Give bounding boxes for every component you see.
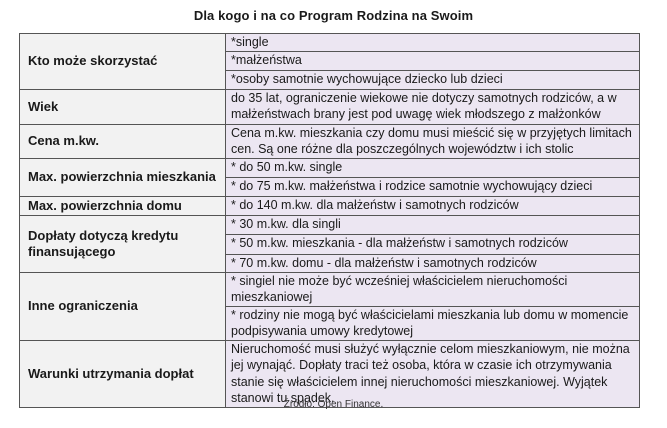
row-value: * 50 m.kw. mieszkania - dla małżeństw i samotnych rodziców <box>226 234 640 254</box>
table-row <box>20 196 640 215</box>
table-row <box>20 34 640 52</box>
row-label: Dopłaty dotyczą kredytu finansującego <box>20 215 226 272</box>
table-row <box>20 340 640 407</box>
row-label: Wiek <box>20 89 226 124</box>
row-value: *osoby samotnie wychowujące dziecko lub dzieci <box>226 70 640 89</box>
row-value: *małżeństwa <box>226 51 640 70</box>
row-label: Max. powierzchnia mieszkania <box>20 158 226 196</box>
row-value: Nieruchomość musi służyć wyłącznie celom mieszkaniowym, nie można jej wynająć. Dopłaty traci też osoba, która w czasie ich otrzymywania stanie się właścicielem innej nieruchomości mieszkaniowej. Wyjątek stanowi tu spadek. <box>226 340 640 407</box>
row-value: *single <box>226 34 640 52</box>
table-title: Dla kogo i na co Program Rodzina na Swoim <box>193 8 474 23</box>
row-value: * rodziny nie mogą być właścicielami mieszkania lub domu w momencie podpisywania umowy kredytowej <box>226 306 640 340</box>
row-label: Kto może skorzystać <box>20 34 226 90</box>
row-label: Max. powierzchnia domu <box>20 196 226 215</box>
table-row <box>20 272 640 306</box>
table-row <box>20 158 640 177</box>
row-label: Cena m.kw. <box>20 124 226 158</box>
row-value: * 30 m.kw. dla singli <box>226 215 640 234</box>
program-table <box>19 33 640 408</box>
row-value: * do 50 m.kw. single <box>226 158 640 177</box>
row-value: Cena m.kw. mieszkania czy domu musi mieścić się w przyjętych limitach cen. Są one różne dla poszczególnych województw i ich stolic <box>226 124 640 158</box>
row-label: Warunki utrzymania dopłat <box>20 340 226 407</box>
row-value: * 70 m.kw. domu - dla małżeństw i samotnych rodziców <box>226 254 640 272</box>
row-value: do 35 lat, ograniczenie wiekowe nie dotyczy samotnych rodziców, a w małżeństwach brany jest pod uwagę wiek młodszego z małżonków <box>226 89 640 124</box>
table-row <box>20 124 640 158</box>
row-value: * do 75 m.kw. małżeństwa i rodzice samotnie wychowujący dzieci <box>226 177 640 196</box>
table-row <box>20 89 640 124</box>
row-value: * do 140 m.kw. dla małżeństw i samotnych rodziców <box>226 196 640 215</box>
table-row <box>20 215 640 234</box>
source-note: Źródło: Open Finance. <box>283 399 384 410</box>
row-label: Inne ograniczenia <box>20 272 226 340</box>
row-value: * singiel nie może być wcześniej właścicielem nieruchomości mieszkaniowej <box>226 272 640 306</box>
